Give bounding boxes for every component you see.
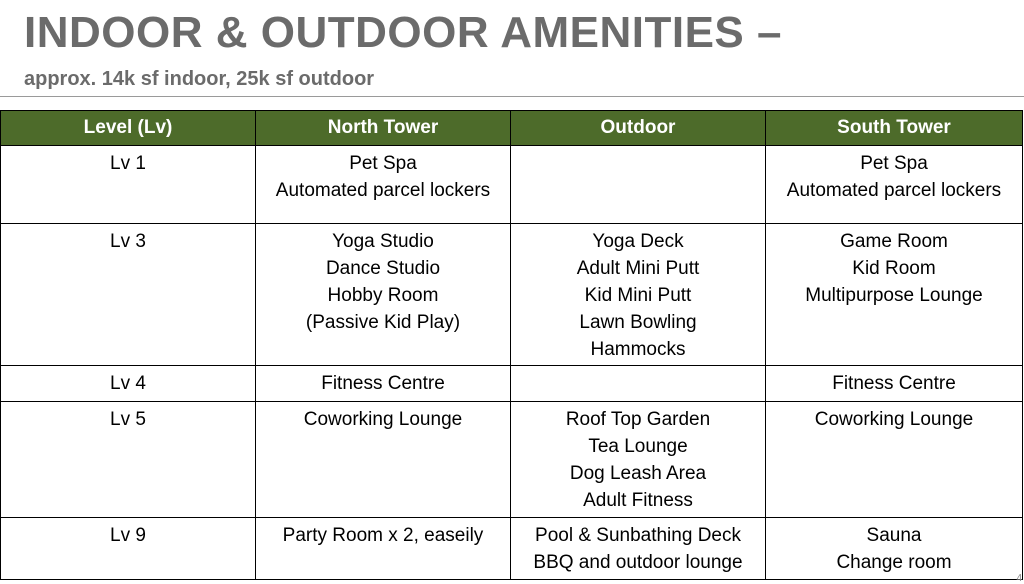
- south-tower-cell: [766, 224, 1023, 366]
- south-tower-amenity: Automated parcel lockers: [786, 180, 1002, 201]
- north-tower-cell: [256, 224, 511, 366]
- outdoor-amenity: Tea Lounge: [588, 436, 688, 457]
- north-tower-cell: [256, 146, 511, 224]
- page-title: INDOOR & OUTDOOR AMENITIES –: [24, 8, 782, 57]
- south-tower-amenity: Sauna: [866, 525, 922, 546]
- outdoor-cell: [511, 402, 766, 518]
- north-tower-cell: [256, 366, 511, 402]
- level-cell: [1, 146, 256, 224]
- south-tower-cell: [766, 518, 1023, 580]
- column-header-level: Level (Lv): [1, 111, 256, 146]
- table-row: [1, 224, 1023, 366]
- column-header-south-tower: South Tower: [766, 111, 1023, 146]
- column-header-outdoor: Outdoor: [511, 111, 766, 146]
- north-tower-amenity: (Passive Kid Play): [305, 312, 461, 333]
- south-tower-amenity: Kid Room: [852, 258, 936, 279]
- level-label: Lv 9: [110, 525, 146, 546]
- table-header-row: [1, 111, 1023, 146]
- north-tower-cell: [256, 518, 511, 580]
- south-tower-amenity: Fitness Centre: [832, 373, 956, 394]
- north-tower-amenity: Pet Spa: [349, 153, 417, 174]
- level-label: Lv 5: [110, 409, 146, 430]
- north-tower-amenity: Dance Studio: [325, 258, 441, 279]
- north-tower-amenity: Coworking Lounge: [303, 409, 463, 430]
- level-cell: [1, 402, 256, 518]
- table-row: [1, 402, 1023, 518]
- outdoor-amenity: BBQ and outdoor lounge: [533, 552, 743, 573]
- outdoor-cell: [511, 366, 766, 402]
- south-tower-amenity: Multipurpose Lounge: [805, 285, 983, 306]
- level-label: Lv 1: [110, 153, 146, 174]
- south-tower-cell: [766, 146, 1023, 224]
- outdoor-amenity: Pool & Sunbathing Deck: [535, 525, 741, 546]
- level-cell: [1, 518, 256, 580]
- north-tower-amenity: Fitness Centre: [321, 373, 445, 394]
- table-row: [1, 518, 1023, 580]
- north-tower-amenity: Hobby Room: [327, 285, 439, 306]
- south-tower-amenity: Game Room: [840, 231, 948, 252]
- title-divider: [0, 96, 1024, 97]
- page-subtitle: approx. 14k sf indoor, 25k sf outdoor: [24, 68, 375, 90]
- north-tower-cell: [256, 402, 511, 518]
- south-tower-cell: [766, 402, 1023, 518]
- outdoor-amenity: Lawn Bowling: [579, 312, 697, 333]
- south-tower-amenity: Pet Spa: [860, 153, 928, 174]
- page-number: 4: [1016, 573, 1022, 584]
- amenities-table: [0, 110, 1023, 580]
- column-header-north-tower: North Tower: [256, 111, 511, 146]
- south-tower-amenity: Coworking Lounge: [814, 409, 974, 430]
- level-cell: [1, 224, 256, 366]
- south-tower-amenity: Change room: [836, 552, 952, 573]
- outdoor-amenity: Adult Mini Putt: [576, 258, 700, 279]
- outdoor-amenity: Hammocks: [590, 339, 686, 360]
- level-label: Lv 3: [110, 231, 146, 252]
- north-tower-amenity: Automated parcel lockers: [275, 180, 491, 201]
- outdoor-amenity: Dog Leash Area: [569, 463, 707, 484]
- north-tower-amenity: Party Room x 2, easeily: [282, 525, 484, 546]
- table-body: [1, 146, 1023, 580]
- outdoor-cell: [511, 146, 766, 224]
- outdoor-cell: [511, 518, 766, 580]
- table-row: [1, 146, 1023, 224]
- outdoor-amenity: Yoga Deck: [592, 231, 684, 252]
- level-label: Lv 4: [110, 373, 146, 394]
- level-cell: [1, 366, 256, 402]
- south-tower-cell: [766, 366, 1023, 402]
- outdoor-cell: [511, 224, 766, 366]
- north-tower-amenity: Yoga Studio: [332, 231, 434, 252]
- outdoor-amenity: Kid Mini Putt: [584, 285, 692, 306]
- outdoor-amenity: Adult Fitness: [583, 490, 693, 511]
- table-row: [1, 366, 1023, 402]
- outdoor-amenity: Roof Top Garden: [565, 409, 711, 430]
